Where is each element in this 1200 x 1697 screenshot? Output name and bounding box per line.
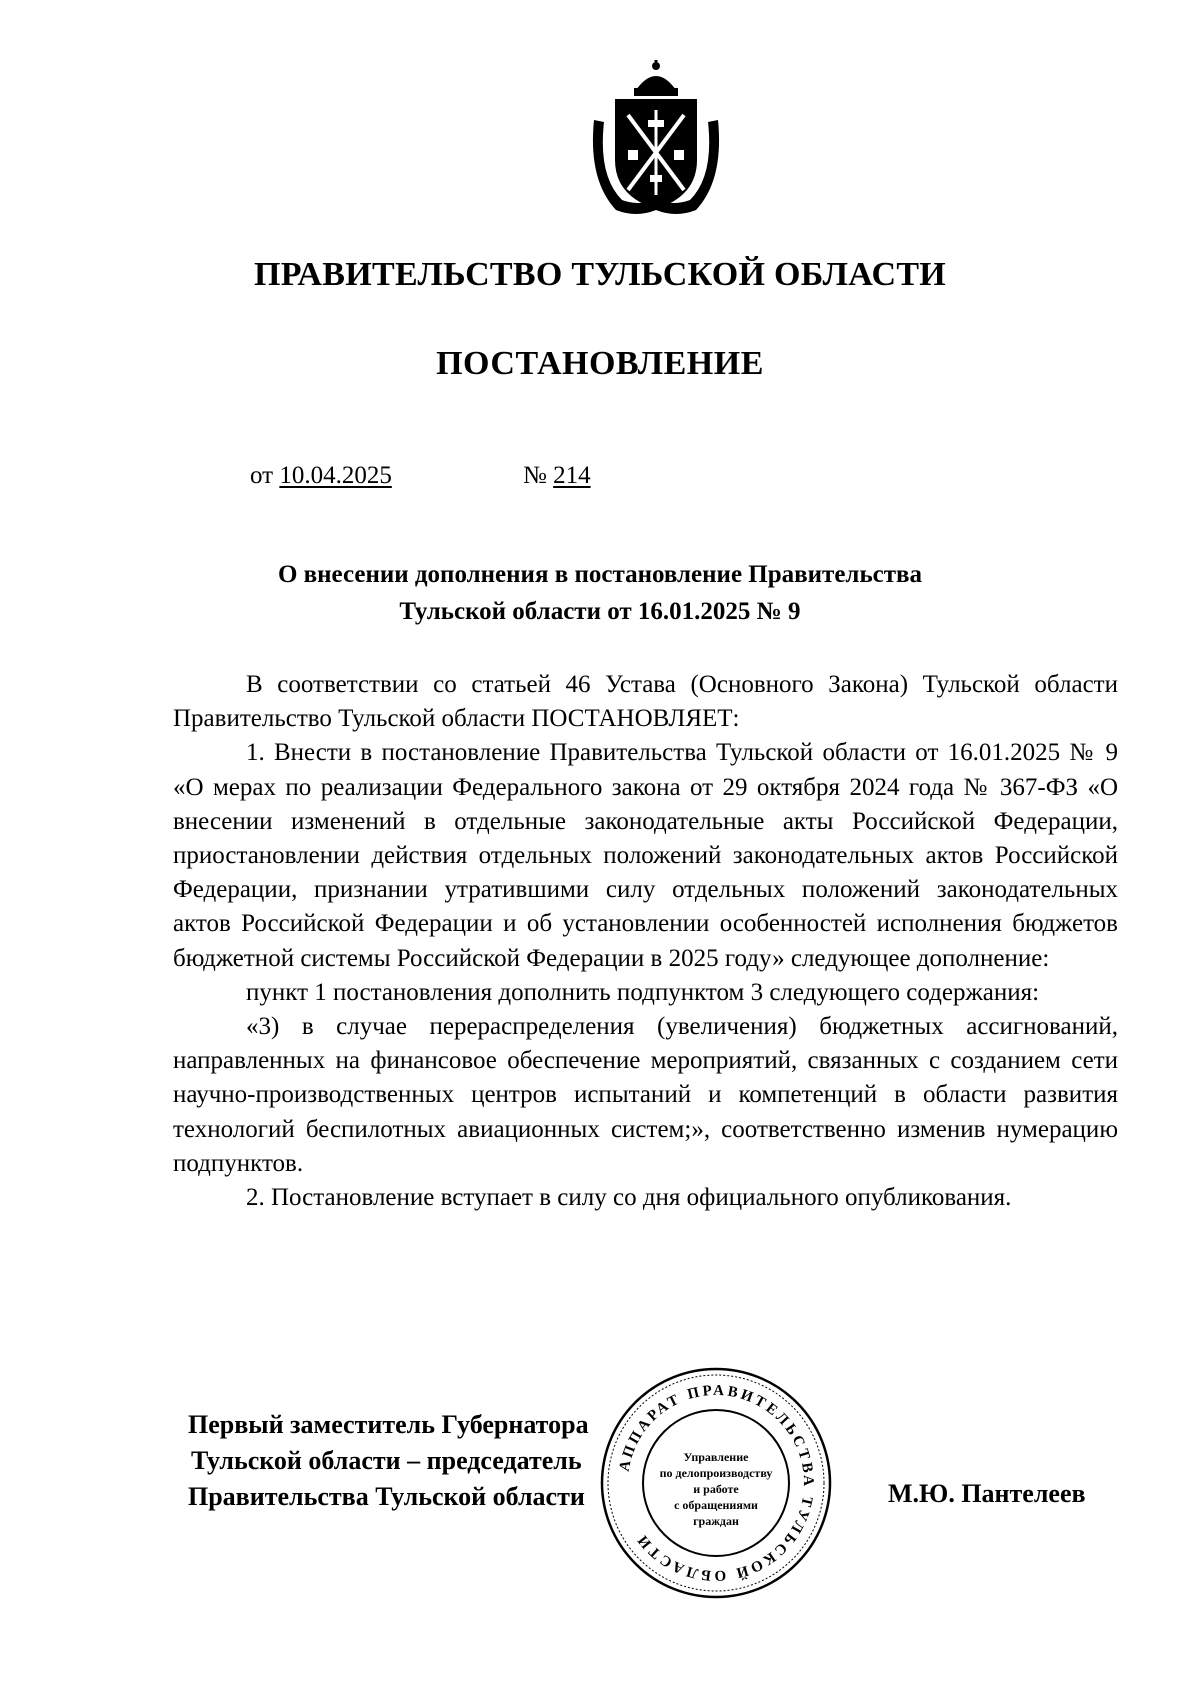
date-value: 10.04.2025: [279, 462, 392, 489]
position-line-2: Тульской области – председатель: [191, 1446, 582, 1475]
document-body: [173, 668, 1118, 1215]
paragraph-item-1: 1. Внести в постановление Правительства Тульской области от 16.01.2025 № 9 «О мерах по реализации Федерального закона от 29 октября 2024 года № 367-ФЗ «О внесении изменений в отдельные законодательные акты Российской Федерации, приостановлении действия отдельных положений законодательных актов Российской Федерации, признании утратившими силу отдельных положений законодательных актов Российской Федерации и об установлении особенностей исполнения бюджетов бюджетной системы Российской Федерации в 2025 году» следующее дополнение:: [173, 739, 1118, 972]
number-prefix: №: [523, 462, 547, 489]
stamp-center-line-5: граждан: [693, 1514, 739, 1528]
document-type-title: ПОСТАНОВЛЕНИЕ: [436, 345, 764, 382]
stamp-ring-text: АППАРАТ ПРАВИТЕЛЬСТВА ТУЛЬСКОЙ ОБЛАСТИ: [616, 1382, 817, 1584]
paragraph-amendment-text: «3) в случае перераспределения (увеличения) бюджетных ассигнований, направленных на финансовое обеспечение мероприятий, связанных с созданием сети научно-производственных центров испытаний и компетенций в области развития технологий беспилотных авиационных систем;», соответственно изменив нумерацию подпунктов.: [173, 1013, 1118, 1177]
number-value: 214: [553, 462, 591, 489]
subject-line-1: О внесении дополнения в постановление Правительства: [277, 561, 923, 588]
registration-number: [523, 462, 591, 490]
coat-of-arms-emblem: [586, 60, 726, 220]
stamp-center-line-4: с обращениями: [674, 1498, 758, 1512]
stamp-center-line-3: и работе: [693, 1482, 739, 1496]
document-subject: [0, 556, 1200, 630]
position-line-3: Правительства Тульской области: [188, 1482, 585, 1511]
subject-line-2: Тульской области от 16.01.2025 № 9: [399, 598, 801, 625]
position-line-1: Первый заместитель Губернатора: [188, 1410, 589, 1439]
paragraph-preamble: В соответствии со статьей 46 Устава (Основного Закона) Тульской области Правительство Тульской области ПОСТАНОВЛЯЕТ:: [173, 671, 1118, 733]
stamp-center-line-2: по делопроизводству: [659, 1466, 773, 1480]
paragraph-amendment-intro: пункт 1 постановления дополнить подпунктом 3 следующего содержания:: [246, 978, 1040, 1006]
signatory-name: М.Ю. Пантелеев: [888, 1479, 1086, 1508]
registration-date: [250, 462, 392, 490]
paragraph-item-2: 2. Постановление вступает в силу со дня официального опубликования.: [246, 1184, 1012, 1212]
authority-title: ПРАВИТЕЛЬСТВО ТУЛЬСКОЙ ОБЛАСТИ: [253, 256, 947, 293]
office-stamp: [598, 1365, 834, 1601]
signatory-position: [188, 1407, 589, 1515]
stamp-center-line-1: Управление: [683, 1450, 749, 1464]
date-prefix: от: [250, 462, 274, 489]
